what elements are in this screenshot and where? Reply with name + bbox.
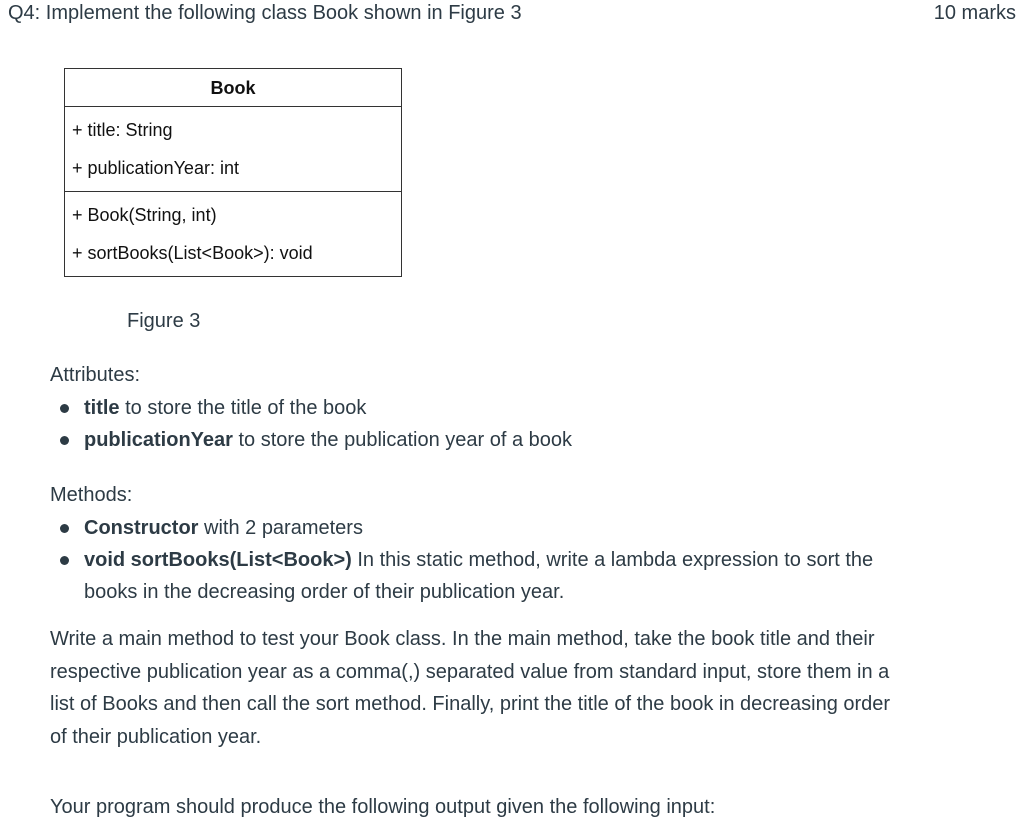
list-item [50, 424, 930, 456]
method-name: Constructor [84, 517, 199, 539]
bullet-icon [60, 436, 69, 445]
method-description: with 2 parameters [198, 517, 363, 539]
list-item [50, 512, 930, 544]
uml-method: + Book(String, int) [72, 205, 217, 225]
uml-attribute: + title: String [72, 120, 173, 140]
attribute-name: publicationYear [84, 429, 233, 451]
method-description: In this static method, write a lambda expression to sort the books in the decreasing order of their publication year. [84, 549, 874, 603]
bullet-icon [60, 524, 69, 533]
attribute-description: to store the title of the book [119, 397, 367, 419]
attribute-description: to store the publication year of a book [232, 429, 573, 451]
attributes-heading: Attributes: [50, 364, 141, 386]
main-method-instructions: Write a main method to test your Book class. In the main method, take the book title and their respective publication year as a comma(,) separated value from standard input, store them in a list of Books and then call the sort method. Finally, print the title of the book in decreasing order of their publication year. [50, 628, 891, 748]
uml-attributes-section [65, 107, 401, 191]
uml-class-name: Book [65, 69, 401, 107]
bullet-icon [60, 556, 69, 565]
uml-method: + sortBooks(List<Book>): void [72, 243, 313, 263]
figure-caption: Figure 3 [127, 310, 201, 332]
attributes-list [50, 392, 930, 456]
uml-attribute: + publicationYear: int [72, 158, 239, 178]
attribute-name: title [84, 397, 120, 419]
output-intro: Your program should produce the following output given the following input: [50, 796, 716, 818]
question-title: Q4: Implement the following class Book shown in Figure 3 [8, 2, 522, 24]
marks-label: 10 marks [933, 2, 1016, 24]
uml-class-diagram [64, 68, 402, 277]
bullet-icon [60, 404, 69, 413]
list-item [50, 544, 930, 608]
list-item [50, 392, 930, 424]
uml-methods-section [65, 191, 401, 276]
methods-heading: Methods: [50, 484, 133, 506]
method-name: void sortBooks(List<Book>) [84, 549, 352, 571]
methods-list [50, 512, 930, 608]
